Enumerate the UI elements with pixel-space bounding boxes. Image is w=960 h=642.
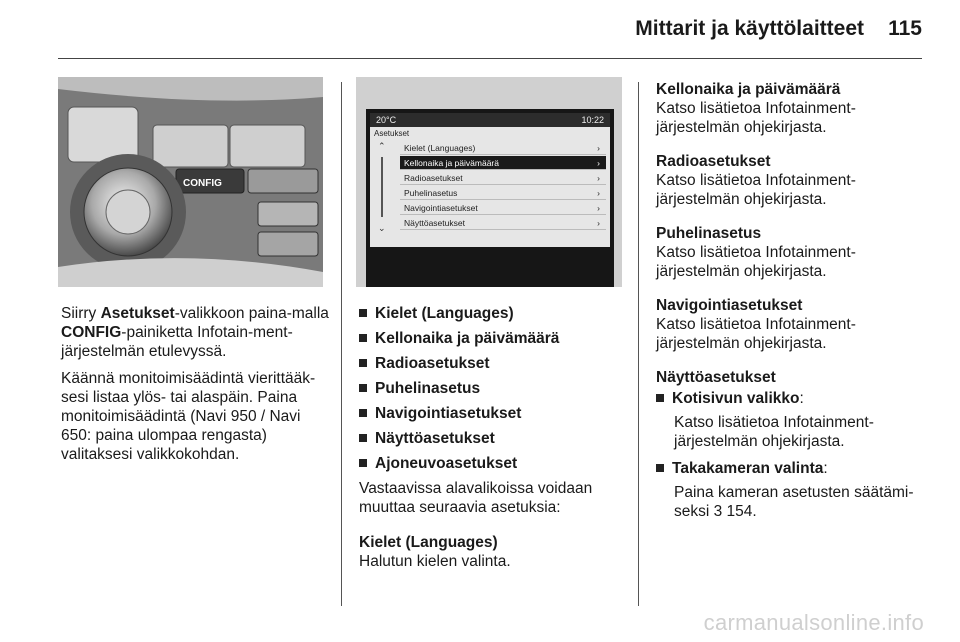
column-divider-1: [341, 82, 342, 606]
bullet-icon: [359, 334, 367, 342]
bullet-icon: [359, 384, 367, 392]
list-item: Radioasetukset: [359, 354, 629, 373]
left-paragraph-2: Käännä monitoimisäädintä vierittääk-sesi listaa ylös- tai alaspäin. Paina monitoimisäädintä (Navi 950 / Navi 650: paina ulompaa rengasta) valitaksesi valikkokohdan.: [61, 370, 316, 463]
scroll-down-icon: ⌄: [378, 223, 386, 233]
section-title: Näyttöasetukset: [656, 369, 776, 386]
bullet-icon: [359, 459, 367, 467]
screen-settings-menu: [370, 127, 610, 247]
watermark: carmanualsonline.info: [703, 610, 924, 635]
bullet-text: Paina kameran asetusten säätämi-seksi 3 154.: [674, 484, 914, 520]
page-number: 115: [888, 17, 922, 40]
section-clock-date: [656, 80, 926, 137]
section-text: Katso lisätietoa Infotainment-järjestelmän ohjekirjasta.: [656, 244, 856, 280]
list-item: Ajoneuvoasetukset: [359, 454, 629, 473]
left-column: [61, 304, 329, 472]
section-phone: [656, 224, 926, 281]
section-radio: [656, 152, 926, 209]
screen-menu-item: Näyttöasetukset ›: [400, 216, 606, 230]
screen-menu-item: Radioasetukset ›: [400, 171, 606, 185]
console-illustration: [58, 77, 323, 287]
middle-column: [359, 304, 629, 571]
section-title: Kellonaika ja päivämäärä: [656, 81, 841, 98]
section-title: Navigointiasetukset: [656, 297, 803, 314]
config-button-label: CONFIG: [183, 178, 222, 189]
list-item: Navigointiasetukset: [359, 404, 629, 423]
bullet-text: Katso lisätietoa Infotainment-järjestelmän ohjekirjasta.: [674, 414, 874, 450]
bullet-icon: [359, 359, 367, 367]
console-photo: [58, 77, 323, 287]
bullet-icon: [359, 434, 367, 442]
right-column: [656, 80, 926, 529]
section-title: Puhelinasetus: [656, 225, 762, 242]
list-item: Kielet (Languages): [359, 304, 629, 323]
section-text: Katso lisätietoa Infotainment-järjestelmän ohjekirjasta.: [656, 100, 856, 136]
page-title: Mittarit ja käyttölaitteet: [635, 17, 864, 40]
bullet-icon: [359, 309, 367, 317]
list-item: Kellonaika ja päivämäärä: [359, 329, 629, 348]
screen-menu-heading: Asetukset: [374, 129, 410, 138]
list-item: Kotisivun valikko:: [656, 389, 926, 408]
section-display: [656, 368, 926, 521]
section-navigation: [656, 296, 926, 353]
left-paragraph-1: Siirry Asetukset-valikkoon paina-malla CONFIG-painiketta Infotain-ment-järjestelmän etulevyssä.: [61, 305, 329, 360]
section-title: Radioasetukset: [656, 153, 771, 170]
infotainment-screen-image: [356, 77, 622, 287]
bullet-icon: [359, 409, 367, 417]
screen-temperature: 20°C: [376, 115, 397, 125]
scroll-up-icon: ⌃: [378, 141, 386, 151]
screen-menu-item: Puhelinasetus ›: [400, 186, 606, 200]
bullet-icon: [656, 464, 664, 472]
header-divider: [58, 58, 922, 59]
settings-bullet-list: [359, 304, 629, 473]
section-text: Katso lisätietoa Infotainment-järjestelmän ohjekirjasta.: [656, 172, 856, 208]
screen-menu-item-selected: Kellonaika ja päivämäärä ›: [400, 156, 606, 170]
section-title-languages: Kielet (Languages): [359, 534, 498, 551]
section-text-languages: Halutun kielen valinta.: [359, 553, 511, 570]
screen-status-bar: [370, 113, 610, 127]
column-divider-2: [638, 82, 639, 606]
intro-text: Vastaavissa alavalikoissa voidaan muuttaa seuraavia asetuksia:: [359, 480, 593, 516]
screen-menu-item: Navigointiasetukset ›: [400, 201, 606, 215]
screen-menu-item: Kielet (Languages) ›: [400, 141, 606, 155]
bullet-icon: [656, 394, 664, 402]
screen-time: 10:22: [581, 115, 604, 125]
list-item: Puhelinasetus: [359, 379, 629, 398]
screen-display: [366, 109, 614, 287]
scrollbar-icon: [381, 157, 383, 217]
section-text: Katso lisätietoa Infotainment-järjestelmän ohjekirjasta.: [656, 316, 856, 352]
list-item: Näyttöasetukset: [359, 429, 629, 448]
page-reference-icon: 3: [713, 503, 723, 520]
list-item: Takakameran valinta:: [656, 459, 926, 478]
